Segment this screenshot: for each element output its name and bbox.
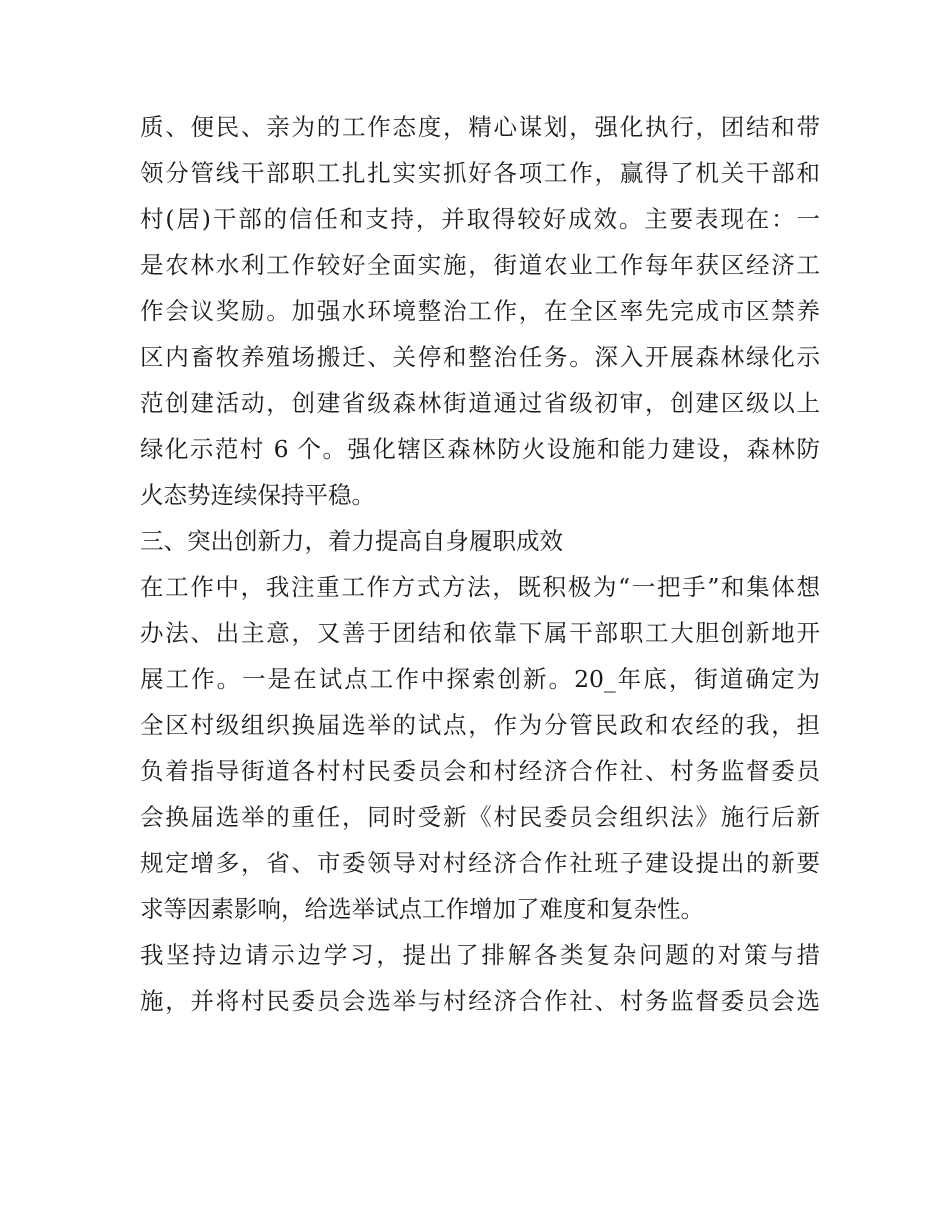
document-body <box>140 104 820 1024</box>
paragraph-3-line: 施，并将村民委员会选举与村经济合作社、村务监督委员会选 <box>140 987 820 1015</box>
paragraph-1-line: 村(居)干部的信任和支持，并取得较好成效。主要表现在：一 <box>140 205 820 233</box>
paragraph-2-line: 展工作。一是在试点工作中探索创新。20_年底，街道确定为 <box>140 665 820 693</box>
paragraph-1-line: 区内畜牧养殖场搬迁、关停和整治任务。深入开展森林绿化示 <box>140 343 820 371</box>
paragraph-2-line: 在工作中，我注重工作方式方法，既积极为“一把手”和集体想 <box>140 573 820 601</box>
paragraph-2-line: 规定增多，省、市委领导对村经济合作社班子建设提出的新要 <box>140 849 820 877</box>
paragraph-2 <box>140 564 820 932</box>
paragraph-2-line: 全区村级组织换届选举的试点，作为分管民政和农经的我，担 <box>140 711 820 739</box>
paragraph-2-line: 求等因素影响，给选举试点工作增加了难度和复杂性。 <box>140 895 704 923</box>
paragraph-1-line: 火态势连续保持平稳。 <box>140 481 375 509</box>
paragraph-1-line: 是农林水利工作较好全面实施，街道农业工作每年获区经济工 <box>140 251 820 279</box>
paragraph-1-line: 范创建活动，创建省级森林街道通过省级初审，创建区级以上 <box>140 389 820 417</box>
paragraph-1-line: 作会议奖励。加强水环境整治工作，在全区率先完成市区禁养 <box>140 297 820 325</box>
paragraph-2-line: 办法、出主意，又善于团结和依靠下属干部职工大胆创新地开 <box>140 619 820 647</box>
paragraph-1-line: 质、便民、亲为的工作态度，精心谋划，强化执行，团结和带 <box>140 113 820 141</box>
section-heading-3: 三、突出创新力，着力提高自身履职成效 <box>140 527 563 555</box>
paragraph-1 <box>140 104 820 518</box>
paragraph-3 <box>140 932 820 1024</box>
paragraph-1-line: 绿化示范村 6 个。强化辖区森林防火设施和能力建设，森林防 <box>140 435 820 463</box>
paragraph-2-line: 负着指导街道各村村民委员会和村经济合作社、村务监督委员 <box>140 757 820 785</box>
paragraph-1-line: 领分管线干部职工扎扎实实抓好各项工作，赢得了机关干部和 <box>140 159 820 187</box>
paragraph-2-line: 会换届选举的重任，同时受新《村民委员会组织法》施行后新 <box>140 803 820 831</box>
paragraph-3-line: 我坚持边请示边学习，提出了排解各类复杂问题的对策与措 <box>140 941 820 969</box>
